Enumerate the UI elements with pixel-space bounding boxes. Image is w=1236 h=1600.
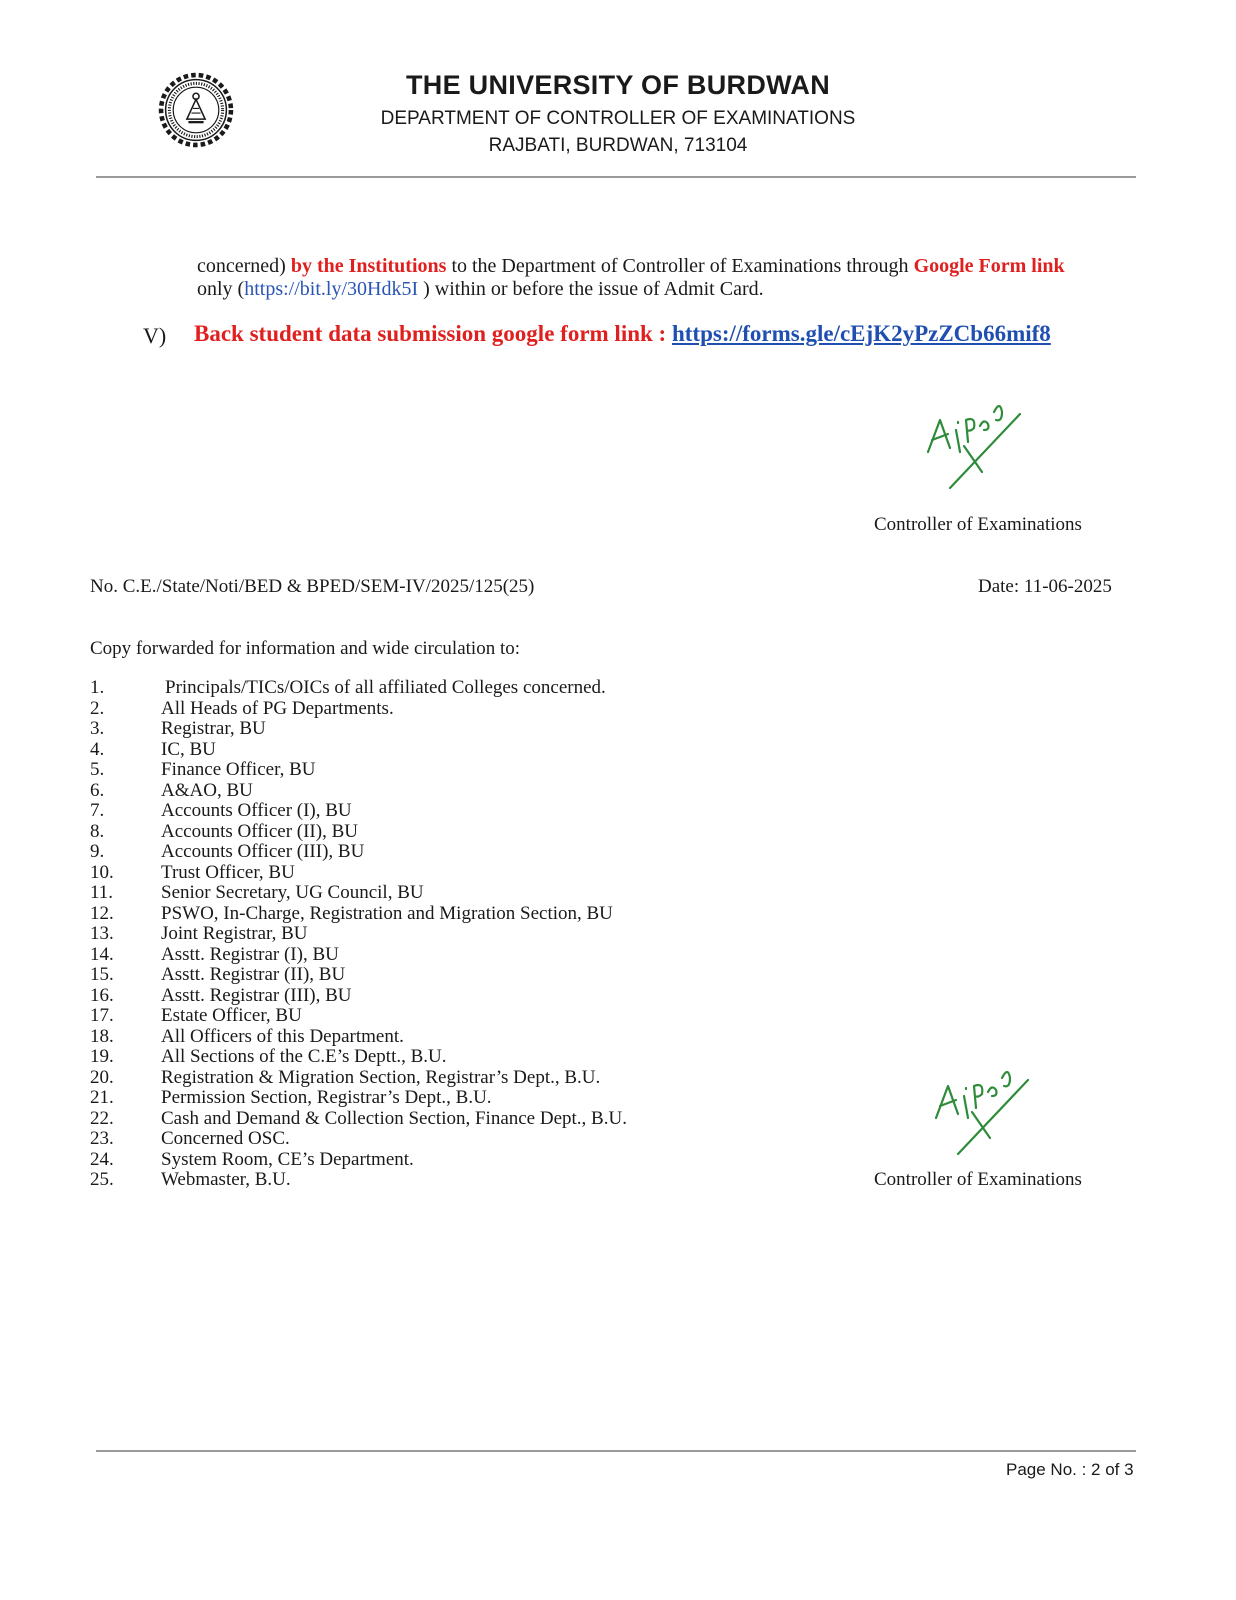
google-form-label: Back student data submission google form link : <box>194 321 672 346</box>
list-item-number: 9. <box>90 841 105 862</box>
list-item-number: 17. <box>90 1005 114 1026</box>
list-item-number: 25. <box>90 1169 114 1190</box>
list-item-text: Asstt. Registrar (III), BU <box>161 984 352 1006</box>
copy-forwarded-heading: Copy forwarded for information and wide circulation to: <box>90 638 521 659</box>
list-item-text: Trust Officer, BU <box>161 861 295 883</box>
paragraph-line-2 <box>197 278 1157 301</box>
list-item-number: 20. <box>90 1066 114 1088</box>
list-item-number: 8. <box>90 820 105 842</box>
list-item-number: 22. <box>90 1107 114 1129</box>
list-item <box>90 801 790 822</box>
list-item-number: 21. <box>90 1087 114 1108</box>
list-item-number: 10. <box>90 861 114 883</box>
list-item-number: 23. <box>90 1128 114 1149</box>
signatory-title: Controller of Examinations <box>874 1169 1082 1190</box>
list-item <box>90 760 790 781</box>
list-item-text: Concerned OSC. <box>161 1128 290 1149</box>
list-item-number: 11. <box>90 882 114 903</box>
list-item-text: Joint Registrar, BU <box>161 923 308 944</box>
list-item-text: Accounts Officer (III), BU <box>161 841 365 862</box>
list-item <box>90 1129 790 1150</box>
list-item <box>90 945 790 966</box>
list-item-text: Estate Officer, BU <box>161 1005 302 1026</box>
list-item-text: System Room, CE’s Department. <box>161 1148 414 1170</box>
list-item-text: Accounts Officer (II), BU <box>161 820 358 842</box>
list-item-number: 7. <box>90 800 105 821</box>
list-item-number: 5. <box>90 759 105 780</box>
header-divider <box>96 176 1136 178</box>
list-item-text: Principals/TICs/OICs of all affiliated Colleges concerned. <box>165 677 606 698</box>
list-item-text: PSWO, In-Charge, Registration and Migration Section, BU <box>161 902 613 924</box>
list-item-number: 3. <box>90 718 105 739</box>
distribution-list <box>90 678 790 1191</box>
list-item <box>90 924 790 945</box>
list-item <box>90 1006 790 1027</box>
list-item-text: Asstt. Registrar (II), BU <box>161 964 346 985</box>
list-item-number: 24. <box>90 1148 114 1170</box>
list-item-text: Finance Officer, BU <box>161 759 316 780</box>
signatory-title: Controller of Examinations <box>874 514 1082 535</box>
para-text: ) within or before the issue of Admit Card. <box>418 278 764 300</box>
list-item <box>90 883 790 904</box>
list-item <box>90 965 790 986</box>
list-item-number: 2. <box>90 697 105 719</box>
list-item-number: 6. <box>90 779 105 801</box>
list-item-text: All Heads of PG Departments. <box>161 697 394 719</box>
list-item <box>90 1109 790 1130</box>
department-name: DEPARTMENT OF CONTROLLER OF EXAMINATIONS <box>380 108 856 129</box>
para-text: to the Department of Controller of Examinations through <box>446 255 914 277</box>
list-item <box>90 678 790 699</box>
list-item-text: Registrar, BU <box>161 718 266 739</box>
list-item-text: Accounts Officer (I), BU <box>161 800 352 821</box>
list-item-text: Asstt. Registrar (I), BU <box>161 943 339 965</box>
list-item-text: Registration & Migration Section, Registrar’s Dept., B.U. <box>161 1066 601 1088</box>
para-text: concerned) <box>197 255 291 277</box>
signature-icon <box>928 1056 1038 1160</box>
list-item-number: 4. <box>90 738 105 760</box>
list-item <box>90 822 790 843</box>
list-item <box>90 1150 790 1171</box>
list-item-text: Permission Section, Registrar’s Dept., B.U. <box>161 1087 492 1108</box>
list-item-text: All Officers of this Department. <box>161 1025 404 1047</box>
footer-divider <box>96 1450 1136 1452</box>
list-item <box>90 986 790 1007</box>
list-item-text: All Sections of the C.E’s Deptt., B.U. <box>161 1046 447 1067</box>
list-item-text: A&AO, BU <box>161 779 253 801</box>
list-item <box>90 1088 790 1109</box>
list-item <box>90 863 790 884</box>
list-item-number: 15. <box>90 964 114 985</box>
list-item-text: Webmaster, B.U. <box>161 1169 291 1190</box>
para-emphasis: by the Institutions <box>290 255 447 277</box>
list-item-text: Cash and Demand & Collection Section, Finance Dept., B.U. <box>161 1107 627 1129</box>
list-item <box>90 719 790 740</box>
list-item <box>90 699 790 720</box>
bitly-link[interactable]: https://bit.ly/30Hdk5I <box>244 278 419 300</box>
google-form-link[interactable]: https://forms.gle/cEjK2yPzZCb66mif8 <box>671 321 1051 346</box>
item-number: V) <box>143 323 167 348</box>
list-item-text: IC, BU <box>161 738 216 760</box>
list-item <box>90 1068 790 1089</box>
memo-number: No. C.E./State/Noti/BED & BPED/SEM-IV/2025/125(25) <box>90 576 535 597</box>
department-address: RAJBATI, BURDWAN, 713104 <box>488 135 748 156</box>
signature-icon <box>920 390 1030 494</box>
list-item <box>90 781 790 802</box>
list-item-text: Senior Secretary, UG Council, BU <box>161 882 424 903</box>
google-form-item <box>194 321 1051 347</box>
list-item <box>90 904 790 925</box>
para-text: only ( <box>197 278 245 300</box>
list-item <box>90 1027 790 1048</box>
list-item-number: 16. <box>90 984 114 1006</box>
list-item-number: 13. <box>90 923 114 944</box>
list-item <box>90 1170 790 1191</box>
list-item-number: 12. <box>90 902 114 924</box>
list-item-number: 1. <box>90 677 105 698</box>
list-item <box>90 842 790 863</box>
list-item <box>90 1047 790 1068</box>
paragraph-line-1 <box>197 255 1157 278</box>
list-item-number: 14. <box>90 943 114 965</box>
list-item-number: 19. <box>90 1046 114 1067</box>
page-number: Page No. : 2 of 3 <box>1006 1460 1134 1479</box>
para-emphasis: Google Form link <box>913 255 1065 277</box>
list-item-number: 18. <box>90 1025 114 1047</box>
page-title: THE UNIVERSITY OF BURDWAN <box>405 70 831 100</box>
list-item <box>90 740 790 761</box>
memo-date: Date: 11-06-2025 <box>978 576 1112 597</box>
